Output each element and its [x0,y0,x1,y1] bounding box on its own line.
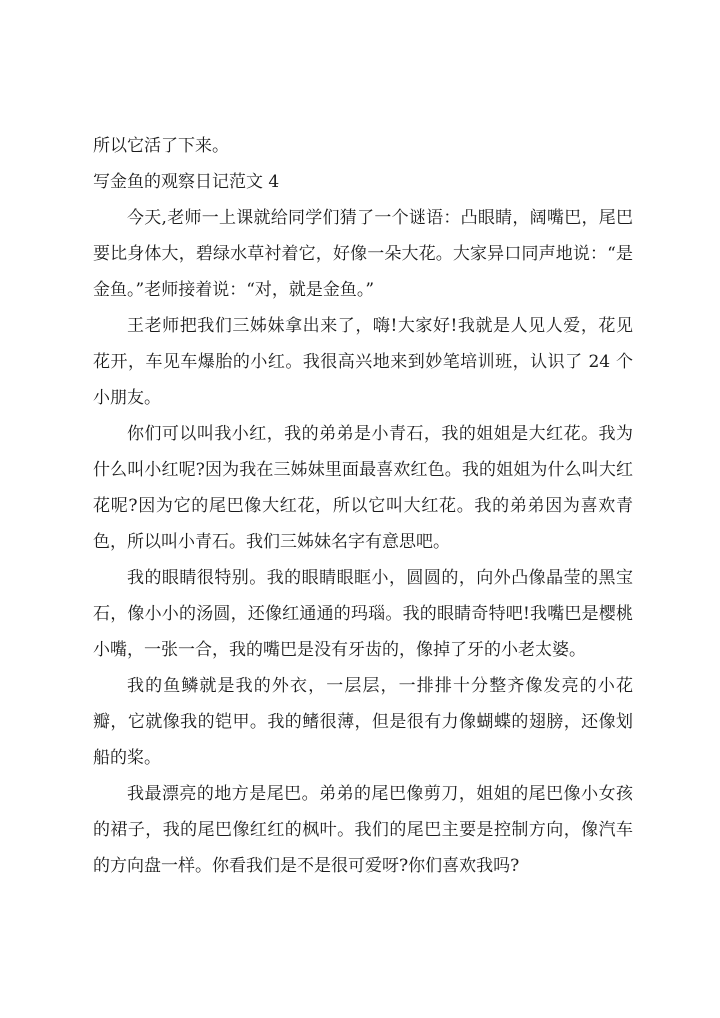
paragraph-introduction: 王老师把我们三姊妹拿出来了，嗨!大家好!我就是人见人爱，花见花开，车见车爆胎的小红。我很高兴地来到妙笔培训班，认识了 24 个小朋友。 [93,316,633,408]
paragraph-scales-fins: 我的鱼鳞就是我的外衣，一层层，一排排十分整齐像发亮的小花瓣，它就像我的铠甲。我的鳍很薄，但是很有力像蝴蝶的翅膀，还像划船的桨。 [93,676,633,768]
article-heading: 写金鱼的观察日记范文 4 [93,172,280,192]
article-body [93,128,633,884]
paragraph-riddle: 今天,老师一上课就给同学们猜了一个谜语：凸眼睛，阔嘴巴，尾巴要比身体大，碧绿水草衬着它，好像一朵大花。大家异口同声地说：“是金鱼。”老师接着说：“对，就是金鱼。” [93,208,633,300]
paragraph-names: 你们可以叫我小红，我的弟弟是小青石，我的姐姐是大红花。我为什么叫小红呢?因为我在三姊妹里面最喜欢红色。我的姐姐为什么叫大红花呢?因为它的尾巴像大红花，所以它叫大红花。我的弟弟因为喜欢青色，所以叫小青石。我们三姊妹名字有意思吧。 [93,424,633,552]
continuation-line: 所以它活了下来。 [93,136,229,156]
paragraph-tail: 我最漂亮的地方是尾巴。弟弟的尾巴像剪刀，姐姐的尾巴像小女孩的裙子，我的尾巴像红红的枫叶。我们的尾巴主要是控制方向，像汽车的方向盘一样。你看我们是不是很可爱呀?你们喜欢我吗? [93,784,633,876]
paragraph-eyes-mouth: 我的眼睛很特别。我的眼睛眼眶小，圆圆的，向外凸像晶莹的黑宝石，像小小的汤圆，还像红通通的玛瑙。我的眼睛奇特吧!我嘴巴是樱桃小嘴，一张一合，我的嘴巴是没有牙齿的，像掉了牙的小老太婆。 [93,568,633,660]
